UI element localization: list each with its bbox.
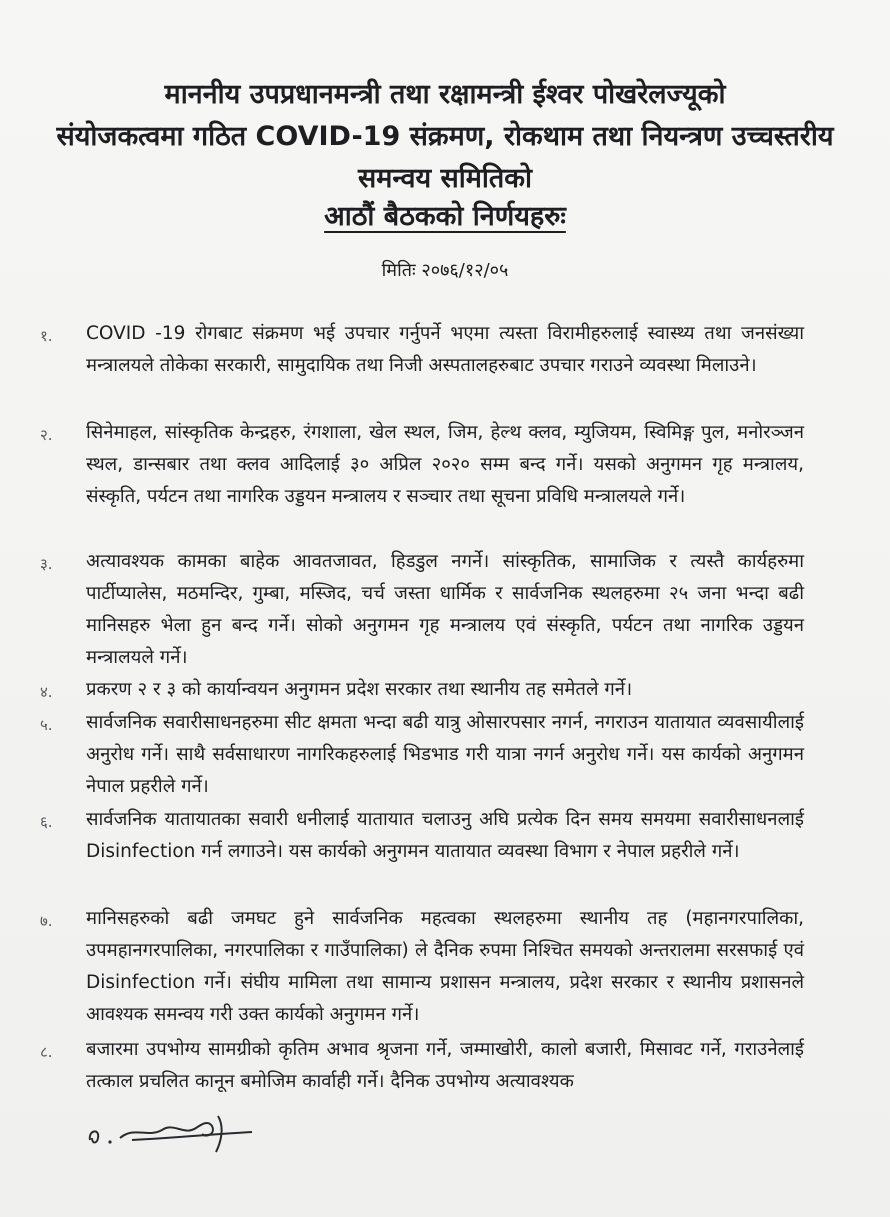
item-number: ६. — [40, 813, 53, 831]
document-heading — [0, 196, 890, 238]
item-text: COVID -19 रोगबाट संक्रमण भई उपचार गर्नुपर्ने भएमा त्यस्ता विरामीहरुलाई स्वास्थ्य तथा जनसंख्या मन्त्रालयले तोकेका सरकारी, सामुदायिक तथा निजी अस्पतालहरुबाट उपचार गराउने व्यवस्था मिलाउने। — [86, 323, 804, 376]
item-text: अत्यावश्यक कामका बाहेक आवतजावत, हिडडुल नगर्ने। सांस्कृतिक, सामाजिक र त्यस्तै कार्यहरुमा पार्टीप्यालेस, मठमन्दिर, गुम्बा, मस्जिद, चर्च जस्ता धार्मिक र सार्वजनिक स्थलहरुमा २५ जना भन्दा बढी मानिसहरु भेला हुन बन्द गर्ने। सोको अनुगमन गृह मन्त्रालय एवं संस्कृति, पर्यटन तथा नागरिक उड्डयन मन्त्रालयले गर्ने। — [86, 551, 804, 668]
item-number: ८. — [40, 1043, 53, 1061]
document-title-line-1: माननीय उपप्रधानमन्त्री तथा रक्षामन्त्री ईश्वर पोखरेलज्यूको — [164, 79, 726, 110]
item-number: ७. — [40, 912, 53, 930]
decisions-heading: आठौं बैठकको निर्णयहरुः — [324, 201, 566, 232]
document-title-line-2: संयोजकत्वमा गठित COVID-19 संक्रमण, रोकथाम तथा नियन्त्रण उच्चस्तरीय — [56, 121, 834, 152]
item-text: सार्वजनिक सवारीसाधनहरुमा सीट क्षमता भन्दा बढी यात्रु ओसारपसार नगर्न, नगराउन यातायात व्यवसायीलाई अनुरोध गर्ने। साथै सर्वसाधारण नागरिकहरुलाई भिडभाड गरी यात्रा नगर्न अनुरोध गर्ने। यस कार्यको अनुगमन नेपाल प्रहरीले गर्ने। — [86, 712, 804, 797]
item-number: ४. — [40, 683, 53, 701]
item-text: सार्वजनिक यातायातका सवारी धनीलाई यातायात चलाउनु अघि प्रत्येक दिन समय समयमा सवारीसाधनलाई Disinfection गर्न लगाउने। यस कार्यको अनुगमन यातायात व्यवस्था विभाग र नेपाल प्रहरीले गर्ने। — [86, 809, 804, 862]
document-date: मितिः २०७६/१२/०५ — [381, 260, 509, 281]
item-text: सिनेमाहल, सांस्कृतिक केन्द्रहरु, रंगशाला, खेल स्थल, जिम, हेल्थ क्लव, म्युजियम, स्विमिङ्ग पुल, मनोरञ्जन स्थल, डान्सबार तथा क्लव आदिलाई ३० अप्रिल २०२० सम्म बन्द गर्ने। यसको अनुगमन गृह मन्त्रालय, संस्कृति, पर्यटन तथा नागरिक उड्डयन मन्त्रालय र सञ्चार तथा सूचना प्रविधि मन्त्रालयले गर्ने। — [86, 422, 804, 507]
item-text: मानिसहरुको बढी जमघट हुने सार्वजनिक महत्वका स्थलहरुमा स्थानीय तह (महानगरपालिका, उपमहानगरपालिका, नगरपालिका र गाउँपालिका) ले दैनिक रुपमा निश्चित समयको अन्तरालमा सरसफाई एवं Disinfection गर्ने। संघीय मामिला तथा सामान्य प्रशासन मन्त्रालय, प्रदेश सरकार र स्थानीय प्रशासनले आवश्यक समन्वय गरी उक्त कार्यको अनुगमन गर्ने। — [86, 908, 804, 1025]
item-number: ५. — [40, 716, 53, 734]
document-title-line-3: समन्वय समितिको — [357, 163, 533, 194]
item-number: १. — [40, 327, 53, 345]
item-number: ३. — [40, 555, 53, 573]
item-text: बजारमा उपभोग्य सामग्रीको कृतिम अभाव श्रृजना गर्ने, जम्माखोरी, कालो बजारी, मिसावट गर्ने, गराउनेलाई तत्काल प्रचलित कानून बमोजिम कार्वाही गर्ने। दैनिक उपभोग्य अत्यावश्यक — [86, 1039, 804, 1092]
item-number: २. — [40, 426, 53, 444]
signature-mark — [84, 1108, 274, 1158]
item-text: प्रकरण २ र ३ को कार्यान्वयन अनुगमन प्रदेश सरकार तथा स्थानीय तह समेतले गर्ने। — [86, 679, 633, 700]
